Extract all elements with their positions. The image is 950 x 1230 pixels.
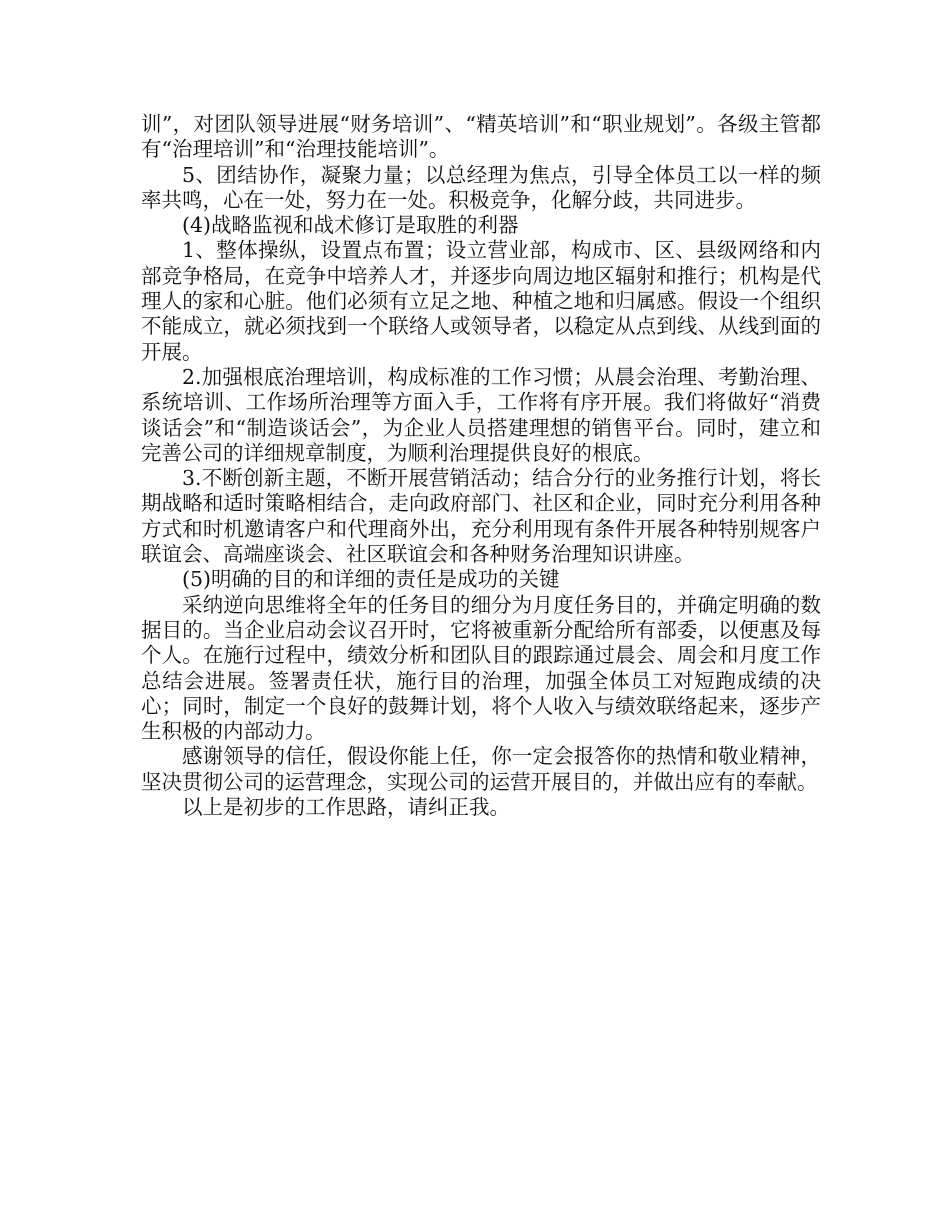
paragraph-thanks-leadership: 感谢领导的信任，假设你能上任，你一定会报答你的热情和敬业精神，坚决贯彻公司的运营理念，实现公司的运营开展目的，并做出应有的奉献。 (141, 744, 821, 794)
section-heading-strategy-monitoring: (4)战略监视和战术修订是取胜的利器 (182, 213, 519, 238)
paragraph-overall-control: 1、整体操纵，设置点布置；设立营业部，构成市、区、县级网络和内部竞争格局，在竞争中培养人才，并逐步向周边地区辐射和推行；机构是代理人的家和心脏。他们必须有立足之地、种植之地和归属感。假设一个组织不能成立，就必须找到一个联络人或领导者，以稳定从点到线、从线到面的开展。 (141, 238, 821, 364)
paragraph-closing: 以上是初步的工作思路，请纠正我。 (182, 795, 510, 820)
paragraph-basic-management-training: 2.加强根底治理培训，构成标准的工作习惯；从晨会治理、考勤治理、系统培训、工作场所治理等方面入手，工作将有序开展。我们将做好“消费谈话会”和“制造谈话会”，为企业人员搭建理想的销售平台。同时，建立和完善公司的详细规章制度，为顺利治理提供良好的根底。 (141, 364, 821, 465)
document-body (141, 112, 821, 820)
paragraph-teamwork: 5、团结协作，凝聚力量；以总经理为焦点，引导全体员工以一样的频率共鸣，心在一处，努力在一处。积极竞争，化解分歧，共同进步。 (141, 162, 821, 212)
paragraph-reverse-thinking-goals: 采纳逆向思维将全年的任务目的细分为月度任务目的，并确定明确的数据目的。当企业启动会议召开时，它将被重新分配给所有部委，以便惠及每个人。在施行过程中，绩效分析和团队目的跟踪通过晨会、周会和月度工作总结会进展。签署责任状，施行目的治理，加强全体员工对短跑成绩的决心；同时，制定一个良好的鼓舞计划，将个人收入与绩效联络起来，逐步产生积极的内部动力。 (141, 592, 821, 744)
paragraph-marketing-activities: 3.不断创新主题，不断开展营销活动；结合分行的业务推行计划，将长期战略和适时策略相结合，走向政府部门、社区和企业，同时充分利用各种方式和时机邀请客户和代理商外出，充分利用现有条件开展各种特别规客户联谊会、高端座谈会、社区联谊会和各种财务治理知识讲座。 (141, 466, 821, 567)
section-heading-goals-responsibilities: (5)明确的目的和详细的责任是成功的关键 (182, 567, 560, 592)
paragraph-training-continued: 训”，对团队领导进展“财务培训”、“精英培训”和“职业规划”。各级主管都有“治理培训”和“治理技能培训”。 (141, 112, 821, 162)
